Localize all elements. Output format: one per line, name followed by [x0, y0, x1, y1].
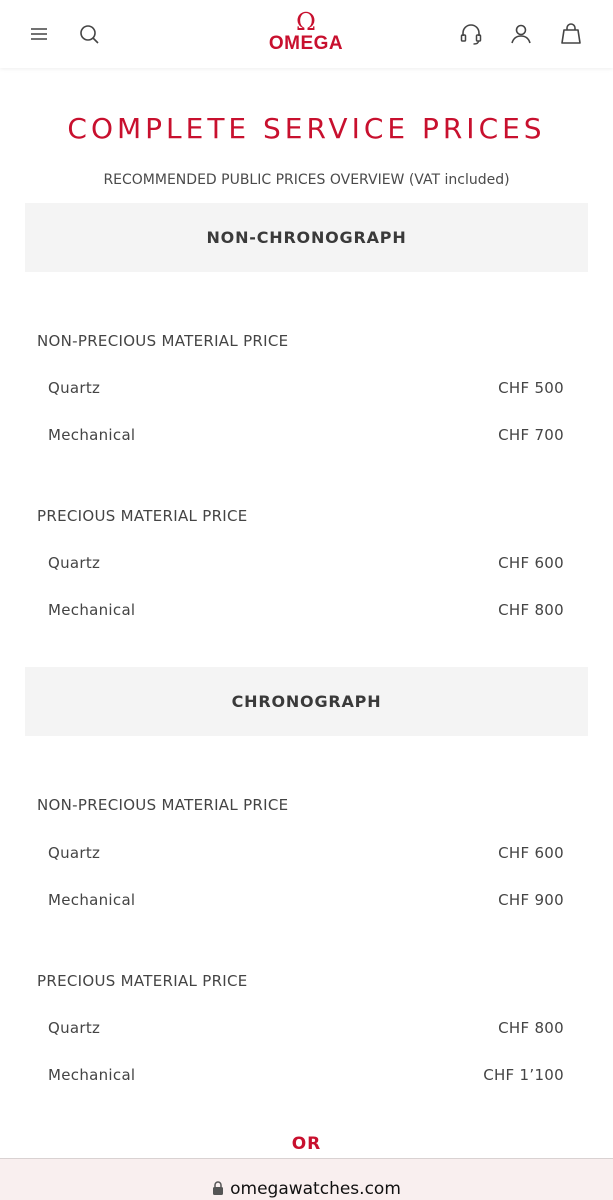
search-icon[interactable] — [76, 20, 104, 48]
price-row — [48, 1019, 564, 1039]
top-header — [0, 0, 613, 68]
price-row — [48, 1066, 564, 1086]
lock-icon — [212, 1181, 224, 1195]
url-text: omegawatches.com — [230, 1179, 401, 1199]
price-value: CHF 900 — [498, 891, 564, 909]
omega-logo[interactable] — [256, 10, 356, 58]
movement-label: Mechanical — [48, 426, 136, 444]
movement-label: Mechanical — [48, 891, 136, 909]
browser-url-bar[interactable] — [0, 1158, 613, 1200]
price-row — [48, 601, 564, 621]
omega-symbol: Ω — [296, 8, 316, 36]
section-header-chronograph: CHRONOGRAPH — [25, 667, 588, 736]
price-value: CHF 800 — [498, 601, 564, 619]
price-row — [48, 379, 564, 399]
logo-text: OMEGA — [268, 33, 344, 54]
movement-label: Mechanical — [48, 1066, 136, 1084]
price-row — [48, 844, 564, 864]
or-divider-label: OR — [291, 1134, 322, 1154]
price-row — [48, 891, 564, 911]
page-subtitle: RECOMMENDED PUBLIC PRICES OVERVIEW (VAT included) — [103, 172, 510, 188]
movement-label: Quartz — [48, 844, 101, 862]
price-value: CHF 800 — [498, 1019, 564, 1037]
movement-label: Quartz — [48, 554, 101, 572]
menu-icon[interactable] — [25, 20, 53, 48]
group-title: NON-PRECIOUS MATERIAL PRICE — [37, 796, 289, 814]
price-value: CHF 600 — [498, 844, 564, 862]
movement-label: Quartz — [48, 379, 101, 397]
headset-icon[interactable] — [457, 20, 485, 48]
user-icon[interactable] — [507, 20, 535, 48]
price-row — [48, 554, 564, 574]
group-title: PRECIOUS MATERIAL PRICE — [37, 972, 248, 990]
price-row — [48, 426, 564, 446]
movement-label: Quartz — [48, 1019, 101, 1037]
price-value: CHF 500 — [498, 379, 564, 397]
price-value: CHF 1’100 — [483, 1066, 564, 1084]
page-title: COMPLETE SERVICE PRICES — [67, 112, 546, 145]
section-header-non-chronograph: NON-CHRONOGRAPH — [25, 203, 588, 272]
price-value: CHF 700 — [498, 426, 564, 444]
price-value: CHF 600 — [498, 554, 564, 572]
group-title: PRECIOUS MATERIAL PRICE — [37, 507, 248, 525]
shopping-bag-icon[interactable] — [557, 20, 585, 48]
movement-label: Mechanical — [48, 601, 136, 619]
group-title: NON-PRECIOUS MATERIAL PRICE — [37, 332, 289, 350]
